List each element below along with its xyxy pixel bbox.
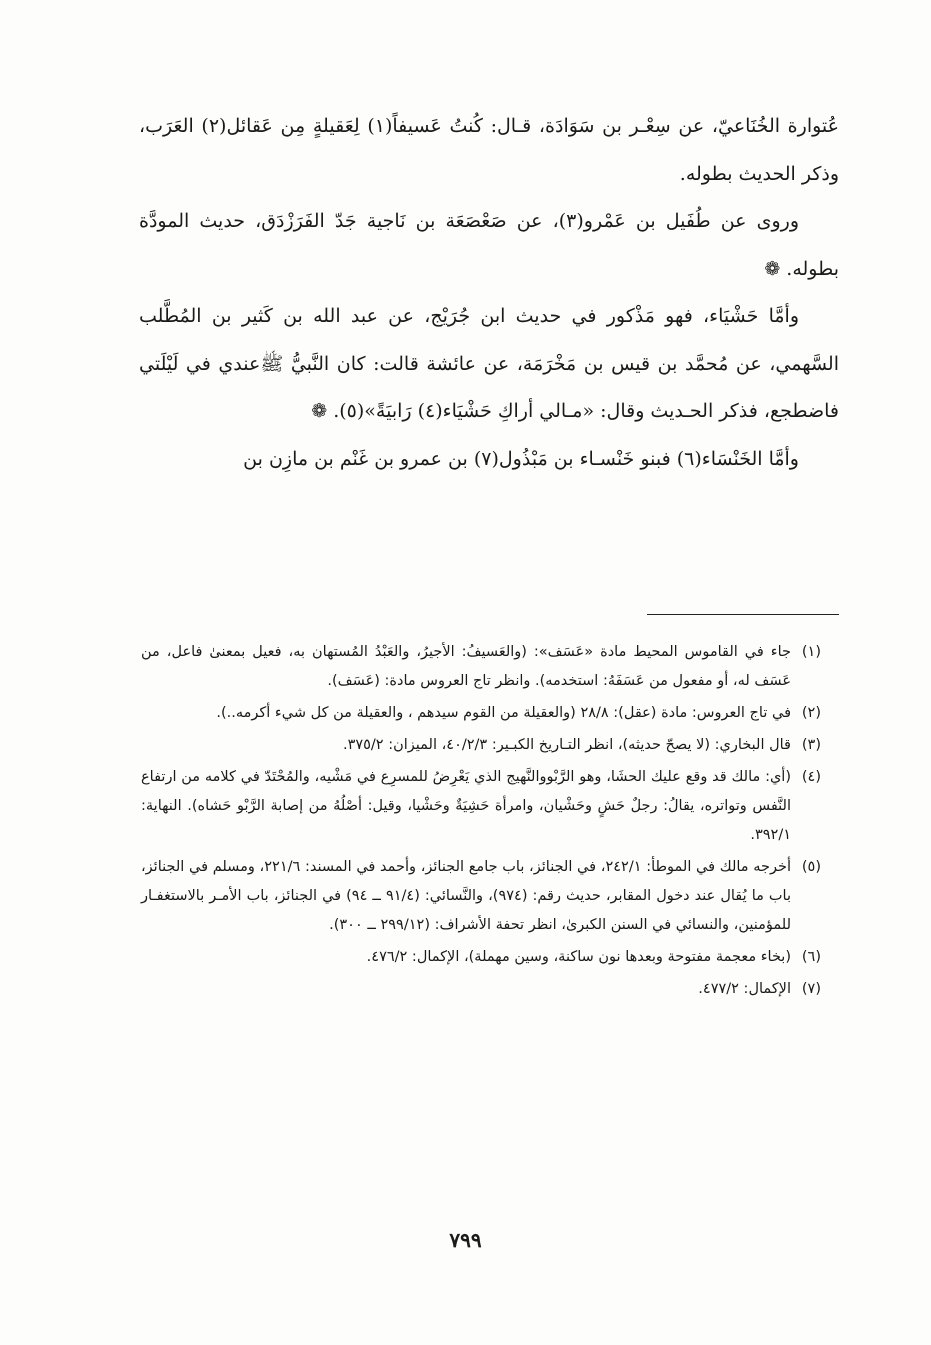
footnote-number: (٦) bbox=[801, 949, 821, 965]
footnote-4 bbox=[141, 763, 821, 850]
footnotes bbox=[141, 638, 821, 1007]
footnote-3 bbox=[141, 731, 821, 760]
footnote-1 bbox=[141, 638, 821, 696]
page-number: ٧٩٩ bbox=[449, 1228, 482, 1252]
footnote-text: (أي: مالك قد وقع عليك الحشَا، وهو الرَّبْووالنَّهيج الذي يَعْرِضُ للمسرِع في مَشْيه، والمُحْتَدّ في كلامه من ارتفاع النَّفس وتواتره، يقالُ: رجلٌ حَشٍ وحَشْيان، وامرأة حَشِيَةٌ وحَشْيا، وقيل: أصْلُهُ من إصابة الرَّبْو حَشاه). النهاية: ٣٩٢/١. bbox=[141, 769, 791, 843]
body-paragraph-4: وأمَّا الخَنْسَاء(٦) فبنو خَنْسـاء بن مَبْذُول(٧) بن عمرو بن غَنْم بن مازِن بن bbox=[243, 447, 799, 470]
footnote-number: (٥) bbox=[801, 859, 821, 875]
footnote-separator bbox=[647, 614, 839, 615]
footnote-2 bbox=[141, 699, 821, 728]
footnote-text: الإكمال: ٤٧٧/٢. bbox=[698, 981, 791, 997]
footnote-text: قال البخاري: (لا يصحّ حديثه)، انظر التـاريخ الكبـير: ٤٠/٢/٣، الميزان: ٣٧٥/٢. bbox=[342, 737, 791, 753]
main-text bbox=[139, 103, 839, 483]
footnote-7 bbox=[141, 975, 821, 1004]
body-paragraph-2: وروى عن طُفَيل بن عَمْرو(٣)، عن صَعْصَعَة بن نَاجية جَدّ الفَرَزْدَق، حديث المودَّة بطوله. ❁ bbox=[139, 210, 839, 280]
footnote-6 bbox=[141, 943, 821, 972]
body-paragraph-1: عُتوارة الخُنَاعيّ، عن سِعْـر بن سَوَادَة، قـال: كُنتُ عَسيفاً(١) لِعَقيلةٍ مِن عَقائل(٢) العَرَب، وذكر الحديث بطوله. bbox=[139, 115, 839, 185]
body-paragraph-3: وأمَّا حَشْيَاء، فهو مَذْكور في حديث ابن جُرَيْج، عن عبد الله بن كَثير بن المُطَّلب السَّهمي، عن مُحمَّد بن قيس بن مَخْرَمَة، عن عائشة قالت: كان النَّبيُّ ﷺعندي في لَيْلَتي فاضطجع، فذكر الحـديث وقال: «مـالي أراكِ حَشْيَاء(٤) رَابيَةً»(٥). ❁ bbox=[139, 305, 839, 422]
footnote-text: جاء في القاموس المحيط مادة «عَسَف»: (والعَسيفُ: الأجيرُ، والعَبْدُ المُستهان به، فعيل بمعنىٰ فاعل، من عَسَف له، أو مفعول من عَسَفَهُ: استخدمه). وانظر تاج العروس مادة: (عَسَف). bbox=[141, 644, 791, 689]
footnote-number: (٢) bbox=[801, 705, 821, 721]
footnote-number: (٧) bbox=[801, 981, 821, 997]
footnote-number: (١) bbox=[801, 644, 821, 660]
footnote-text: أخرجه مالك في الموطأ: ٢٤٢/١، في الجنائز، باب جامع الجنائز، وأحمد في المسند: ٢٢١/٦، ومسلم في الجنائز، باب ما يُقال عند دخول المقابر، حديث رقم: (٩٧٤)، والنَّسائي: (٩١/٤ ــ ٩٤) في الجنائز، باب الأمـر بالاستغفـار للمؤمنين، والنسائي في السنن الكبرىٰ، انظر تحفة الأشراف: (٢٩٩/١٢ ــ ٣٠٠). bbox=[141, 859, 792, 933]
footnote-number: (٣) bbox=[801, 737, 821, 753]
footnote-5 bbox=[141, 853, 821, 940]
footnote-text: في تاج العروس: مادة (عقل): ٢٨/٨ (والعقيلة من القوم سيدهم ، والعقيلة من كل شيء أكرمه..). bbox=[216, 705, 791, 721]
footnote-text: (بخاء معجمة مفتوحة وبعدها نون ساكنة، وسين مهملة)، الإكمال: ٤٧٦/٢. bbox=[366, 949, 791, 965]
footnote-number: (٤) bbox=[801, 769, 821, 785]
